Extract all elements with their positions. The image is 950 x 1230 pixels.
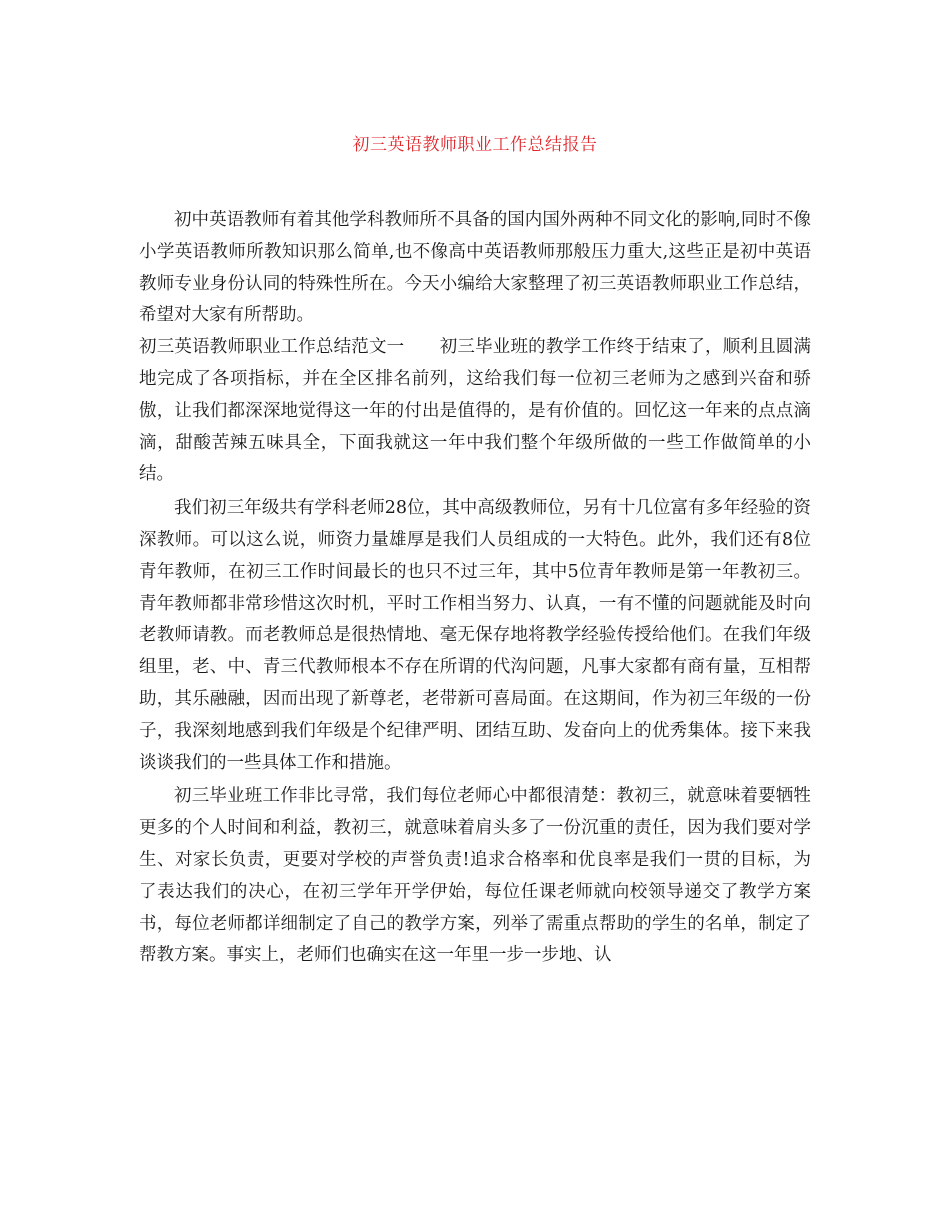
paragraph-teachers: 我们初三年级共有学科老师28位，其中高级教师位，另有十几位富有多年经验的资深教师。可以这么说，师资力量雄厚是我们人员组成的一大特色。此外，我们还有8位青年教师，在初三工作时间最长的也只不过三年，其中5位青年教师是第一年教初三。青年教师都非常珍惜这次时机，平时工作相当努力、认真，一有不懂的问题就能及时向老教师请教。而老教师总是很热情地、毫无保存地将教学经验传授给他们。在我们年级组里，老、中、青三代教师根本不存在所谓的代沟问题，凡事大家都有商有量，互相帮助，其乐融融，因而出现了新尊老，老带新可喜局面。在这期间，作为初三年级的一份子，我深刻地感到我们年级是个纪律严明、团结互助、发奋向上的优秀集体。接下来我谈谈我们的一些具体工作和措施。 — [139, 498, 811, 773]
paragraph-sample-one: 初三英语教师职业工作总结范文一 初三毕业班的教学工作终于结束了，顺利且圆满地完成了各项指标，并在全区排名前列，这给我们每一位初三老师为之感到兴奋和骄傲，让我们都深深地觉得这一年的付出是值得的，是有价值的。回忆这一年来的点点滴滴，甜酸苦辣五味具全，下面我就这一年中我们整个年级所做的一些工作做简单的小结。 — [139, 337, 811, 485]
document-body — [139, 205, 811, 972]
document-title: 初三英语教师职业工作总结报告 — [352, 135, 598, 155]
intro-paragraph: 初中英语教师有着其他学科教师所不具备的国内国外两种不同文化的影响,同时不像小学英语教师所教知识那么简单,也不像高中英语教师那般压力重大,这些正是初中英语教师专业身份认同的特殊性所在。今天小编给大家整理了初三英语教师职业工作总结，希望对大家有所帮助。 — [139, 210, 811, 326]
paragraph-graduating-class: 初三毕业班工作非比寻常，我们每位老师心中都很清楚：教初三，就意味着要牺牲更多的个人时间和利益，教初三，就意味着肩头多了一份沉重的责任，因为我们要对学生、对家长负责，更要对学校的声誉负责!追求合格率和优良率是我们一贯的目标，为了表达我们的决心，在初三学年开学伊始，每位任课老师就向校领导递交了教学方案书，每位老师都详细制定了自己的教学方案，列举了需重点帮助的学生的名单，制定了帮教方案。事实上，老师们也确实在这一年里一步一步地、认 — [139, 786, 811, 966]
